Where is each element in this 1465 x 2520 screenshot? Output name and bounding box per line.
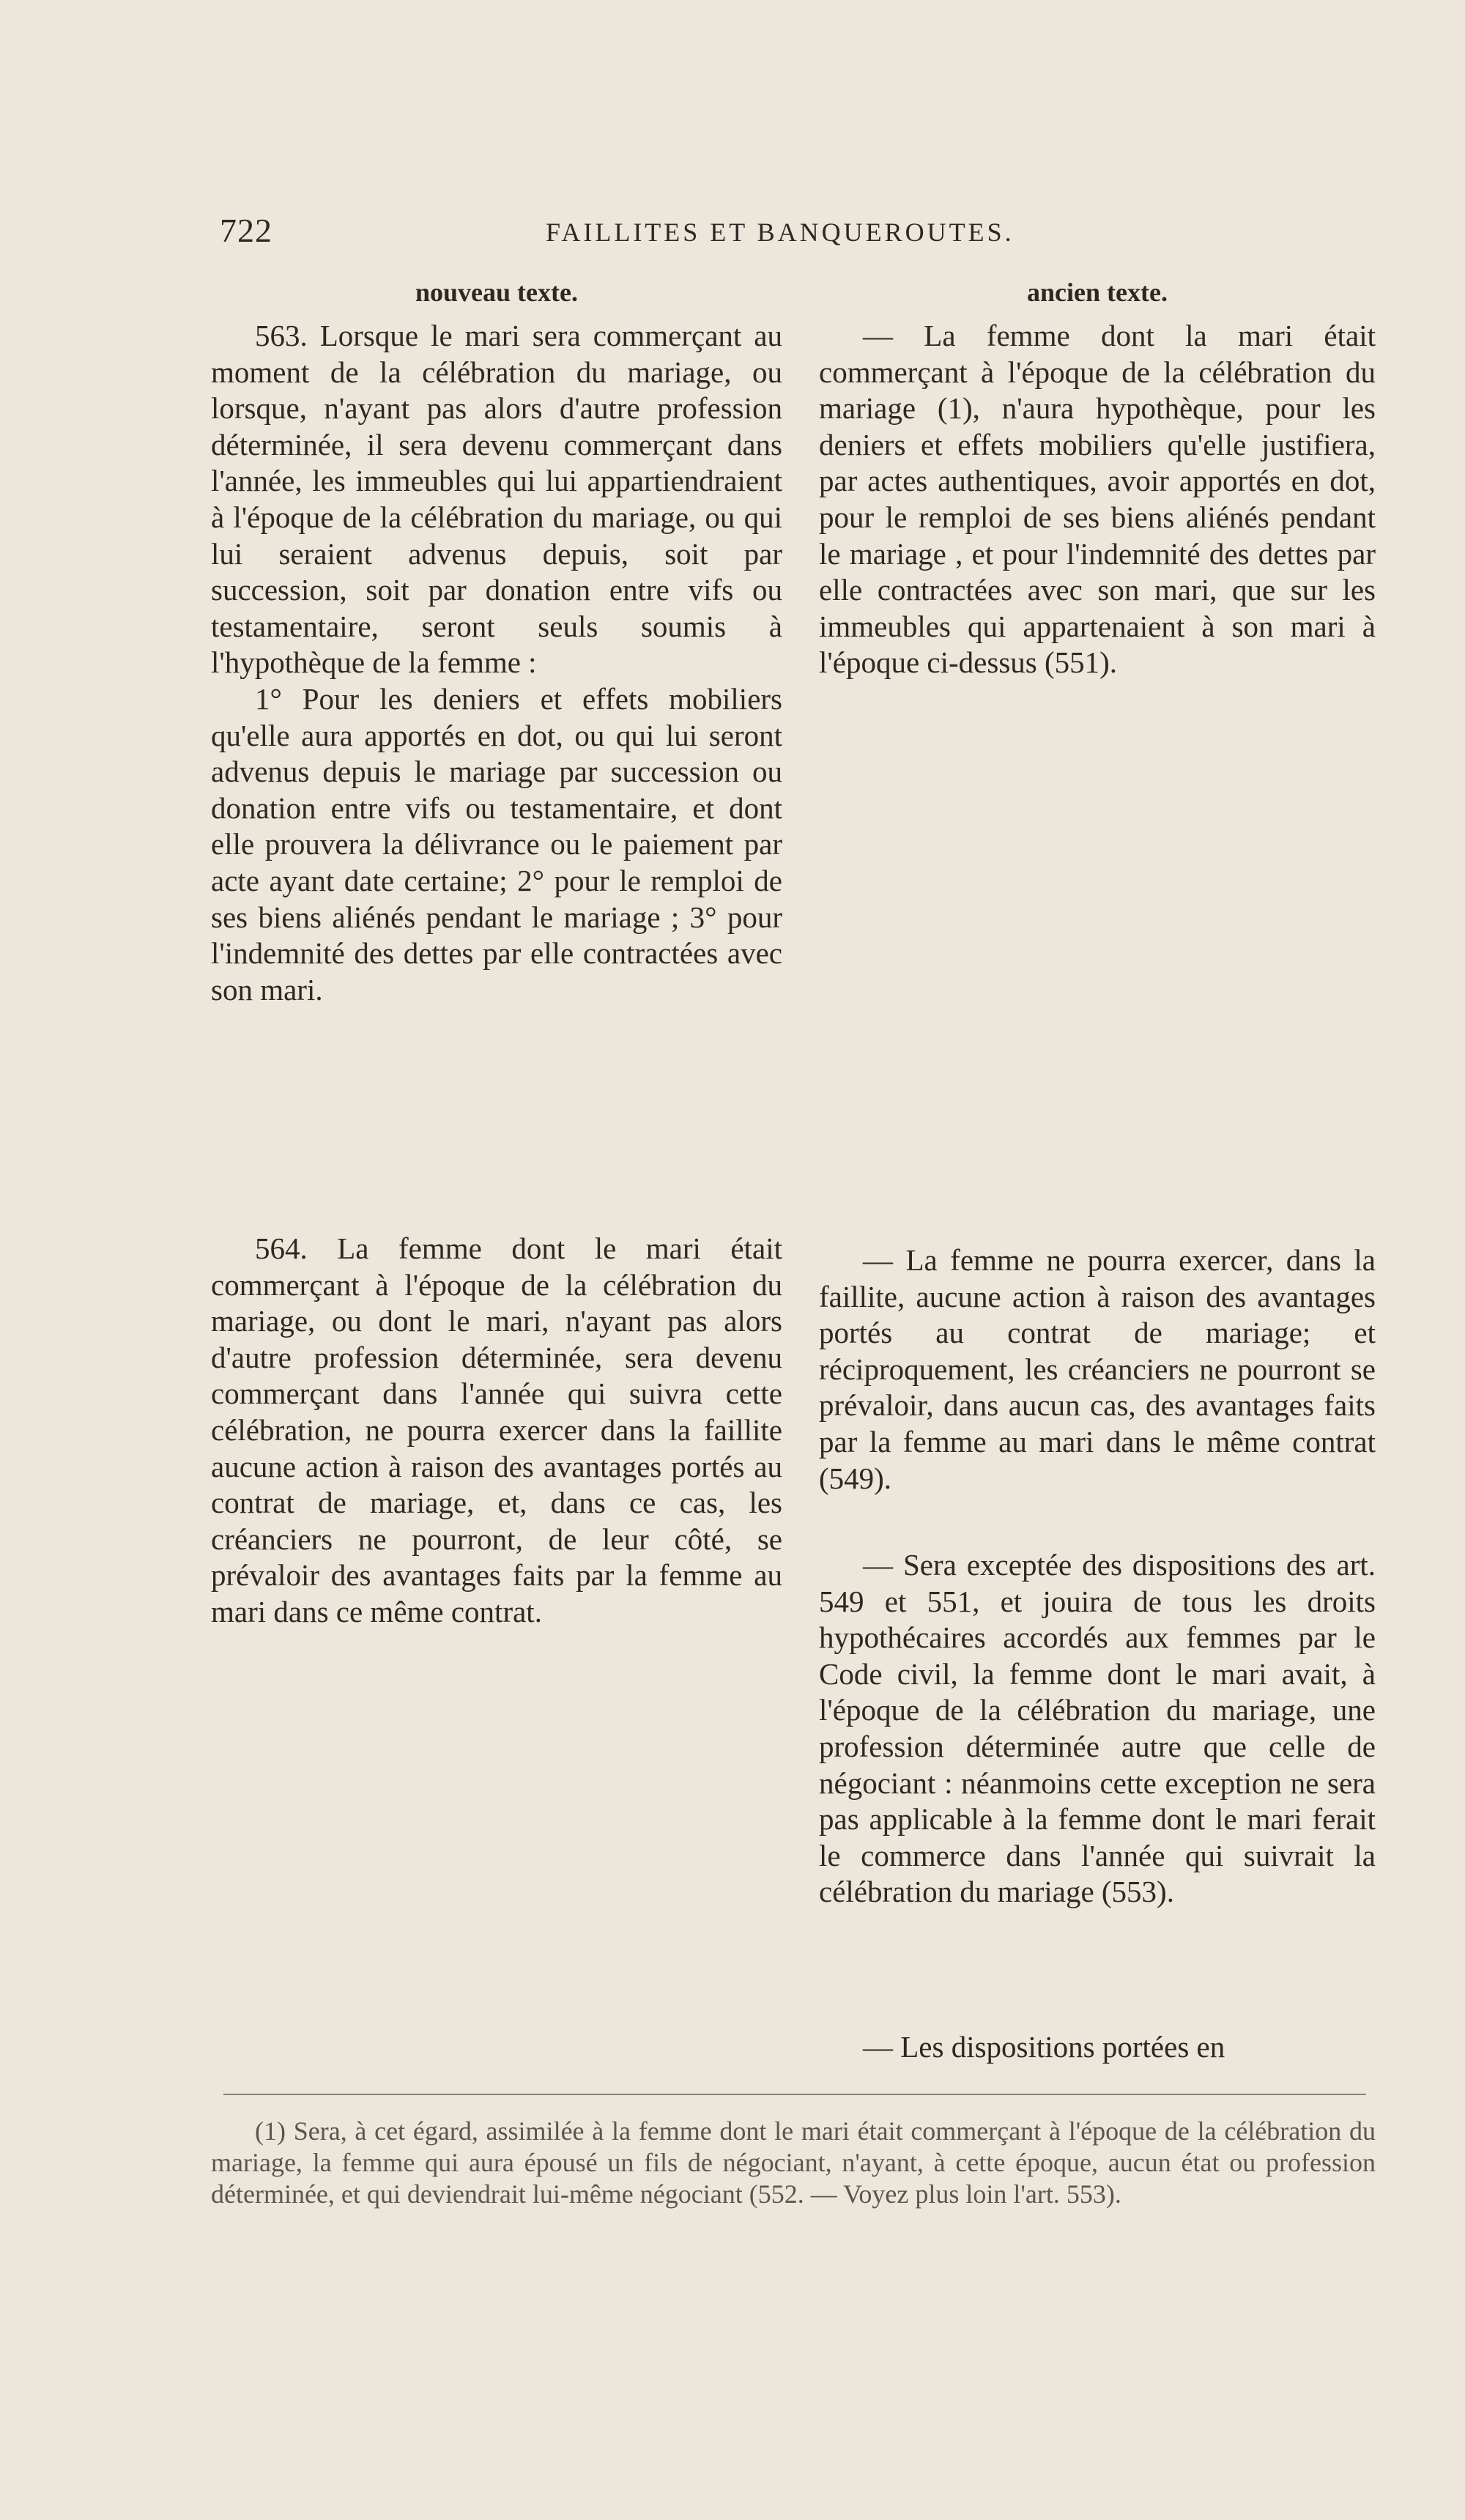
left-column-heading: nouveau texte. — [415, 278, 578, 307]
article-563-list: 1° Pour les deniers et effets mobiliers qu'elle aura apportés en dot, ou qui lui seront advenus depuis le mariage par succession ou donation entre vifs ou testamentaire, et dont elle prouvera la délivrance ou le paiement par acte ayant date certaine; 2° pour le remploi de ses biens aliénés pendant le mariage ; 3° pour l'indemnité des dettes par elle contractées avec son mari. — [211, 681, 782, 1007]
old-text-paragraph: — La femme ne pourra exercer, dans la faillite, aucune action à raison des avantages portés au contrat de mariage; et réciproquement, les créanciers ne pourront se prévaloir, dans aucun cas, des avantages faits par la femme au mari dans le même contrat (549). — [819, 1243, 1376, 1495]
article-564 — [211, 1231, 782, 1631]
article-564-text — [211, 1231, 782, 1631]
old-text-551 — [819, 318, 1376, 681]
old-text-paragraph: — Les dispositions portées en — [863, 2030, 1225, 2064]
footnote-text: (1) Sera, à cet égard, assimilée à la femme dont le mari était commerçant à l'époque de la célébration du mariage, la femme qui aura épousé un fils de négociant, n'ayant, à cette époque, aucun état ou profession déterminée, et qui deviendrait lui-même négociant (552. — Voyez plus loin l'art. 553). — [211, 2116, 1376, 2209]
old-text-paragraph: — La femme dont la mari était commerçant à l'époque de la célébration du mariage (1), n'aura hypothèque, pour les deniers et effets mobiliers qu'elle justifiera, par actes authentiques, avoir apportés en dot, pour le remploi de ses biens aliénés pendant le mariage , et pour l'indemnité des dettes par elle contractées avec son mari, que sur les immeubles qui appartenaient à son mari à l'époque ci-dessus (551). — [819, 319, 1376, 680]
right-column-heading: ancien texte. — [1027, 278, 1168, 307]
article-563 — [211, 318, 782, 1008]
old-text-549 — [819, 1242, 1376, 1497]
article-number: 563. — [255, 319, 308, 352]
article-number: 564. — [255, 1231, 308, 1265]
old-text-paragraph: — Sera exceptée des dispositions des art. 549 et 551, et jouira de tous les droits hypothécaires accordés aux femmes par le Code civil, la femme dont le mari avait, à l'époque de la célébration du mariage, une profession déterminée autre que celle de négociant : néanmoins cette exception ne sera pas applicable à la femme dont le mari ferait le commerce dans l'année qui suivrait la célébration du mariage (553). — [819, 1548, 1376, 1909]
old-text-continued — [819, 2029, 1376, 2066]
page-number: 722 — [220, 212, 272, 249]
footnote — [211, 2116, 1376, 2210]
article-text: Lorsque le mari sera commerçant au moment de la célébration du mariage, ou lorsque, n'ayant pas alors d'autre profession déterminée, il sera devenu commerçant dans l'année, les immeubles qui lui appartiendraient à l'époque de la célébration du mariage, ou qui lui seraient advenus depuis, soit par succession, soit par donation entre vifs ou testamentaire, seront seuls soumis à l'hypothèque de la femme : — [211, 319, 782, 680]
running-title: FAILLITES ET BANQUEROUTES. — [546, 218, 1015, 247]
footnote-divider — [223, 2094, 1366, 2095]
article-563-intro — [211, 318, 782, 681]
old-text-553 — [819, 1547, 1376, 1911]
article-text: La femme dont le mari était commerçant à l'époque de la célébration du mariage, ou dont le mari, n'ayant pas alors d'autre profession déterminée, sera devenu commerçant dans l'année qui suivra cette célébration, ne pourra exercer dans la faillite aucune action à raison des avantages portés au contrat de mariage, et, dans ce cas, les créanciers ne pourront, de leur côté, se prévaloir des avantages faits par la femme au mari dans ce même contrat. — [211, 1231, 782, 1628]
